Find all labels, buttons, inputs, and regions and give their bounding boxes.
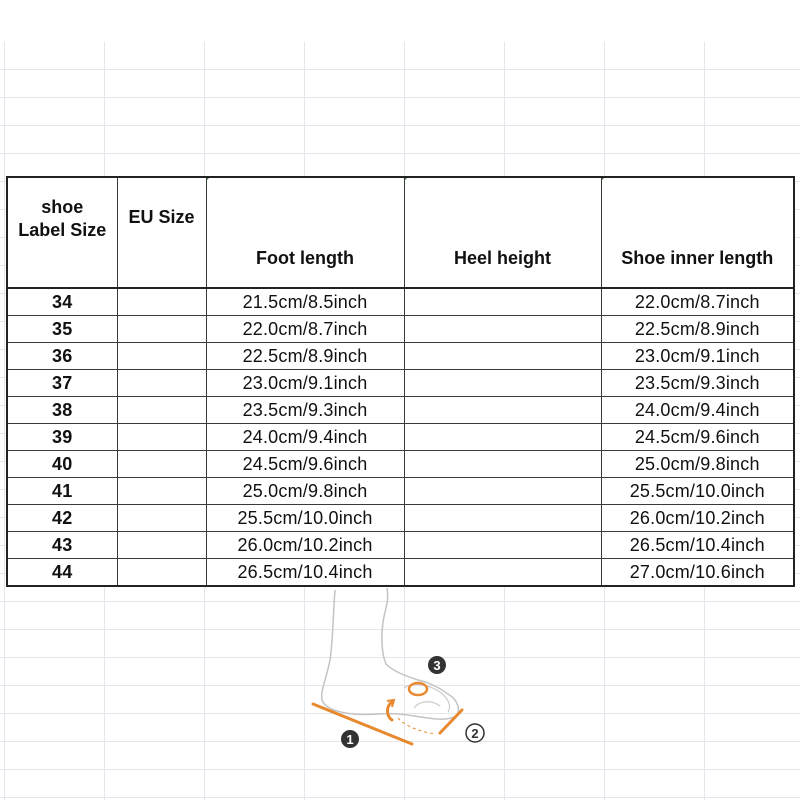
marker-3-label: 3 — [433, 658, 441, 673]
label-size-cell: 37 — [7, 370, 117, 397]
table-row — [7, 478, 794, 505]
inner-length-cell: 22.5cm/8.9inch — [601, 316, 794, 343]
heel-height-cell — [404, 478, 601, 505]
label-size-cell: 40 — [7, 451, 117, 478]
eu-size-cell — [117, 424, 206, 451]
table-row — [7, 316, 794, 343]
table-row — [7, 505, 794, 532]
foot-length-cell: 25.0cm/9.8inch — [206, 478, 404, 505]
foot-length-line — [313, 704, 412, 744]
inner-length-cell: 25.0cm/9.8inch — [601, 451, 794, 478]
eu-size-cell — [117, 505, 206, 532]
inner-length-cell: 25.5cm/10.0inch — [601, 478, 794, 505]
inner-length-cell: 23.0cm/9.1inch — [601, 343, 794, 370]
header-row — [7, 177, 794, 288]
header-label-size — [7, 177, 117, 288]
inner-length-cell: 26.0cm/10.2inch — [601, 505, 794, 532]
foot-length-cell: 25.5cm/10.0inch — [206, 505, 404, 532]
cell-comment-marker — [206, 177, 211, 182]
foot-length-cell: 26.5cm/10.4inch — [206, 559, 404, 587]
heel-height-cell — [404, 397, 601, 424]
foot-length-cell: 22.0cm/8.7inch — [206, 316, 404, 343]
header-eu-size: EU Size — [117, 177, 206, 288]
label-size-cell: 39 — [7, 424, 117, 451]
heel-height-cell — [404, 316, 601, 343]
foot-length-cell: 23.0cm/9.1inch — [206, 370, 404, 397]
foot-length-cell: 26.0cm/10.2inch — [206, 532, 404, 559]
table-row — [7, 370, 794, 397]
label-size-cell: 36 — [7, 343, 117, 370]
table-row — [7, 532, 794, 559]
eu-size-cell — [117, 397, 206, 424]
foot-length-cell: 23.5cm/9.3inch — [206, 397, 404, 424]
label-size-cell: 43 — [7, 532, 117, 559]
inner-length-cell: 22.0cm/8.7inch — [601, 288, 794, 316]
header-inner-length-text: Shoe inner length — [621, 248, 774, 268]
eu-size-cell — [117, 532, 206, 559]
header-heel-height-text: Heel height — [453, 248, 551, 268]
table-row — [7, 424, 794, 451]
eu-size-cell — [117, 288, 206, 316]
toe-tip-line — [440, 710, 462, 733]
header-label-size-line2: Label Size — [18, 220, 107, 240]
inner-length-cell: 26.5cm/10.4inch — [601, 532, 794, 559]
table-row — [7, 451, 794, 478]
header-heel-height — [404, 177, 601, 288]
marker-1-label: 1 — [346, 732, 354, 747]
label-size-cell: 41 — [7, 478, 117, 505]
header-foot-length-text: Foot length — [256, 248, 354, 268]
header-foot-length — [206, 177, 404, 288]
label-size-cell: 34 — [7, 288, 117, 316]
eu-size-cell — [117, 559, 206, 587]
label-size-cell: 35 — [7, 316, 117, 343]
foot-outline — [322, 588, 459, 719]
inner-length-cell: 27.0cm/10.6inch — [601, 559, 794, 587]
heel-height-cell — [404, 532, 601, 559]
toe-dashed-guide — [398, 718, 436, 734]
label-size-cell: 44 — [7, 559, 117, 587]
inner-length-cell: 24.0cm/9.4inch — [601, 397, 794, 424]
label-size-cell: 42 — [7, 505, 117, 532]
marker-2 — [466, 724, 484, 742]
sheet-top-band — [0, 0, 800, 42]
heel-height-cell — [404, 451, 601, 478]
table-row — [7, 343, 794, 370]
foot-length-cell: 21.5cm/8.5inch — [206, 288, 404, 316]
header-inner-length — [601, 177, 794, 288]
cell-comment-marker — [601, 177, 606, 182]
marker-2-label: 2 — [471, 726, 479, 741]
foot-length-cell: 24.5cm/9.6inch — [206, 451, 404, 478]
size-rows — [7, 288, 794, 586]
eu-size-cell — [117, 343, 206, 370]
marker-1 — [341, 730, 359, 748]
arch-curve-arrow — [388, 702, 393, 720]
eu-size-cell — [117, 316, 206, 343]
foot-length-cell: 24.0cm/9.4inch — [206, 424, 404, 451]
heel-height-cell — [404, 343, 601, 370]
inner-length-cell: 24.5cm/9.6inch — [601, 424, 794, 451]
eu-size-cell — [117, 478, 206, 505]
heel-height-cell — [404, 424, 601, 451]
table-row — [7, 397, 794, 424]
inner-length-cell: 23.5cm/9.3inch — [601, 370, 794, 397]
foot-measurement-illustration — [300, 580, 500, 760]
eu-size-cell — [117, 451, 206, 478]
heel-height-cell — [404, 370, 601, 397]
heel-height-cell — [404, 288, 601, 316]
toe-outline — [414, 702, 440, 708]
heel-height-cell — [404, 505, 601, 532]
size-chart-table — [6, 176, 795, 587]
marker-3 — [428, 656, 446, 674]
header-label-size-line1: shoe — [41, 197, 84, 217]
foot-length-cell: 22.5cm/8.9inch — [206, 343, 404, 370]
eu-size-cell — [117, 370, 206, 397]
label-size-cell: 38 — [7, 397, 117, 424]
table-row — [7, 288, 794, 316]
cell-comment-marker — [404, 177, 409, 182]
